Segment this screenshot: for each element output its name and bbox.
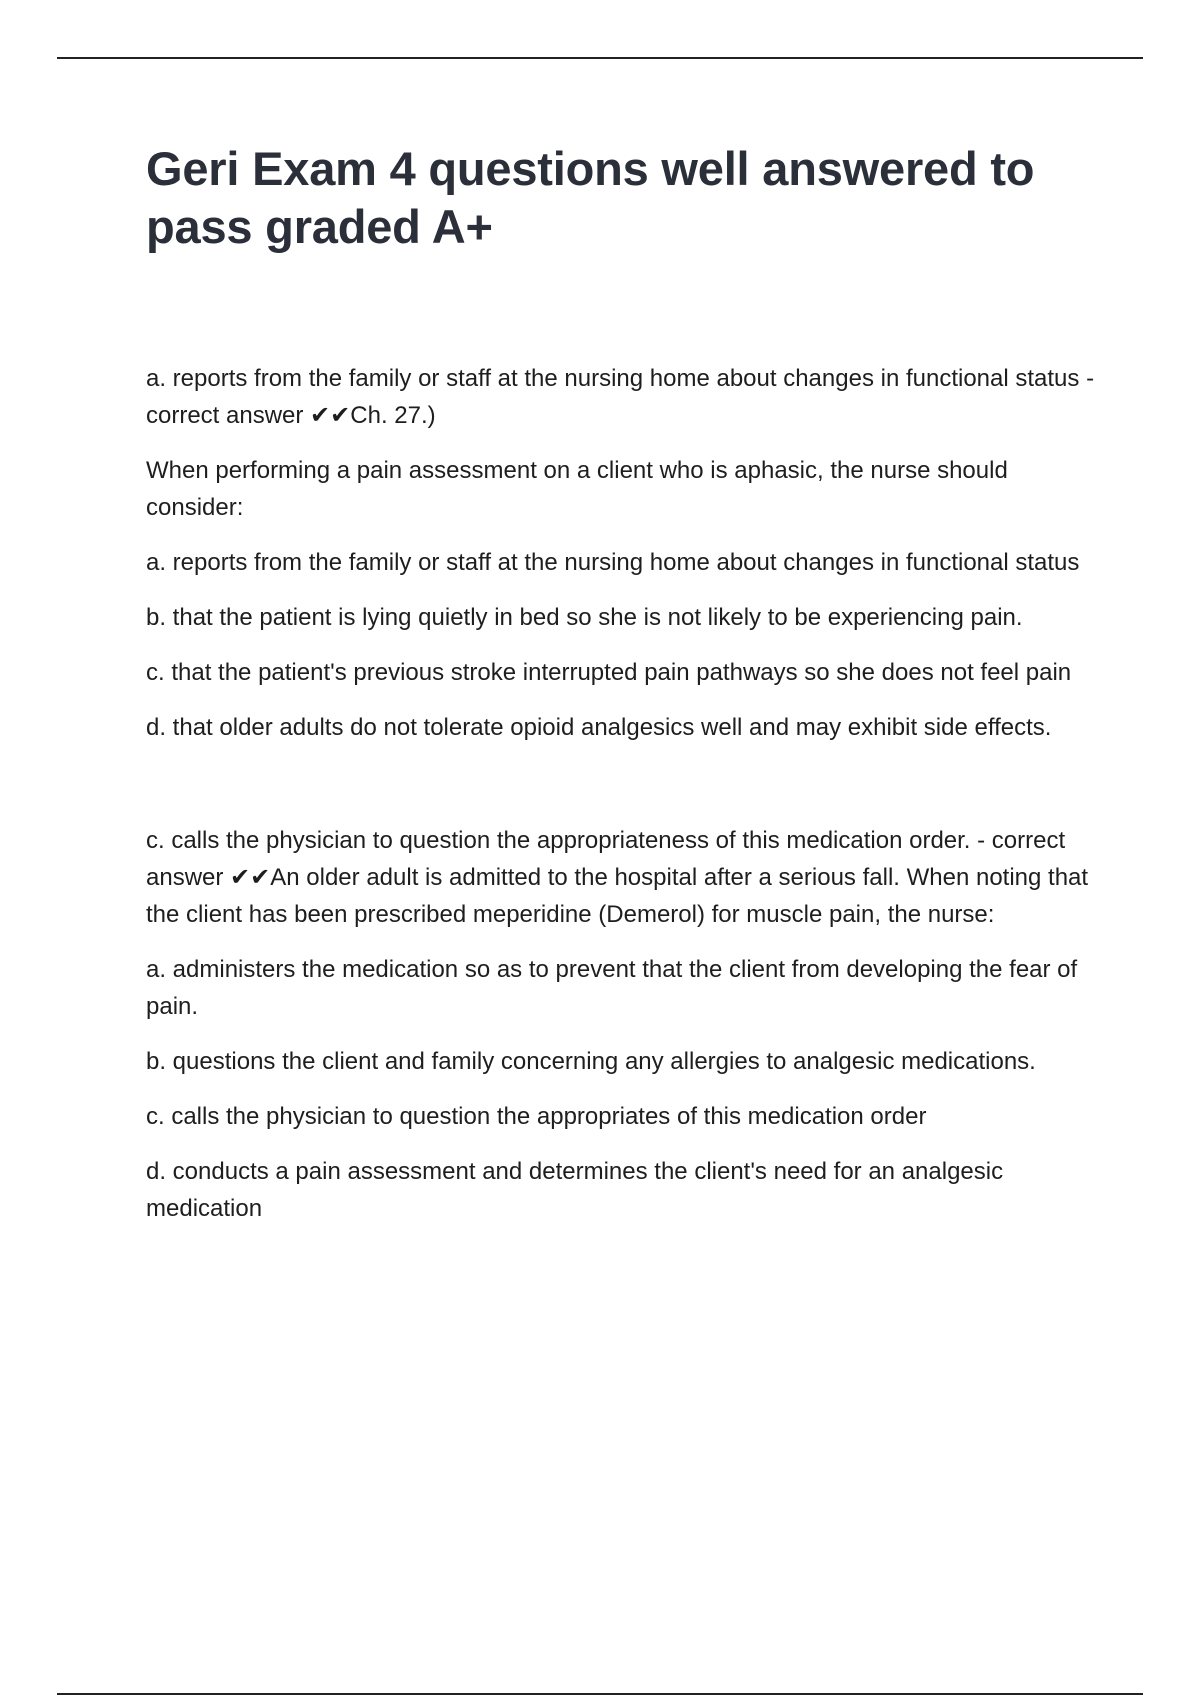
option-c: c. that the patient's previous stroke interrupted pain pathways so she does not feel pain (146, 659, 1072, 686)
document-title: Geri Exam 4 questions well answered to pass graded A+ (146, 142, 1035, 253)
spacer (146, 764, 1096, 822)
option-b: b. that the patient is lying quietly in bed so she is not likely to be experiencing pain. (146, 604, 1023, 631)
option-c: c. calls the physician to question the appropriates of this medication order (146, 1103, 927, 1130)
answer-line: a. reports from the family or staff at the nursing home about changes in functional status - correct answer ✔✔Ch. 27.) (146, 365, 1095, 429)
question-block-2 (146, 822, 1096, 1227)
document-body (146, 360, 1096, 1227)
answer-line: c. calls the physician to question the appropriateness of this medication order. - correct answer ✔✔An older adult is admitted to the hospital after a serious fall. When noting that the client has been prescribed meperidine (Demerol) for muscle pain, the nurse: (146, 827, 1089, 928)
question-text: When performing a pain assessment on a client who is aphasic, the nurse should consider: (146, 457, 1008, 521)
question-block-1 (146, 360, 1096, 746)
option-d: d. conducts a pain assessment and determines the client's need for an analgesic medication (146, 1158, 1004, 1222)
option-b: b. questions the client and family concerning any allergies to analgesic medications. (146, 1048, 1036, 1075)
top-divider (57, 57, 1143, 59)
option-d: d. that older adults do not tolerate opioid analgesics well and may exhibit side effects. (146, 714, 1052, 741)
document-page (146, 140, 1096, 1245)
bottom-divider (57, 1693, 1143, 1695)
option-a: a. administers the medication so as to prevent that the client from developing the fear of pain. (146, 956, 1078, 1020)
option-a: a. reports from the family or staff at the nursing home about changes in functional status (146, 549, 1080, 576)
